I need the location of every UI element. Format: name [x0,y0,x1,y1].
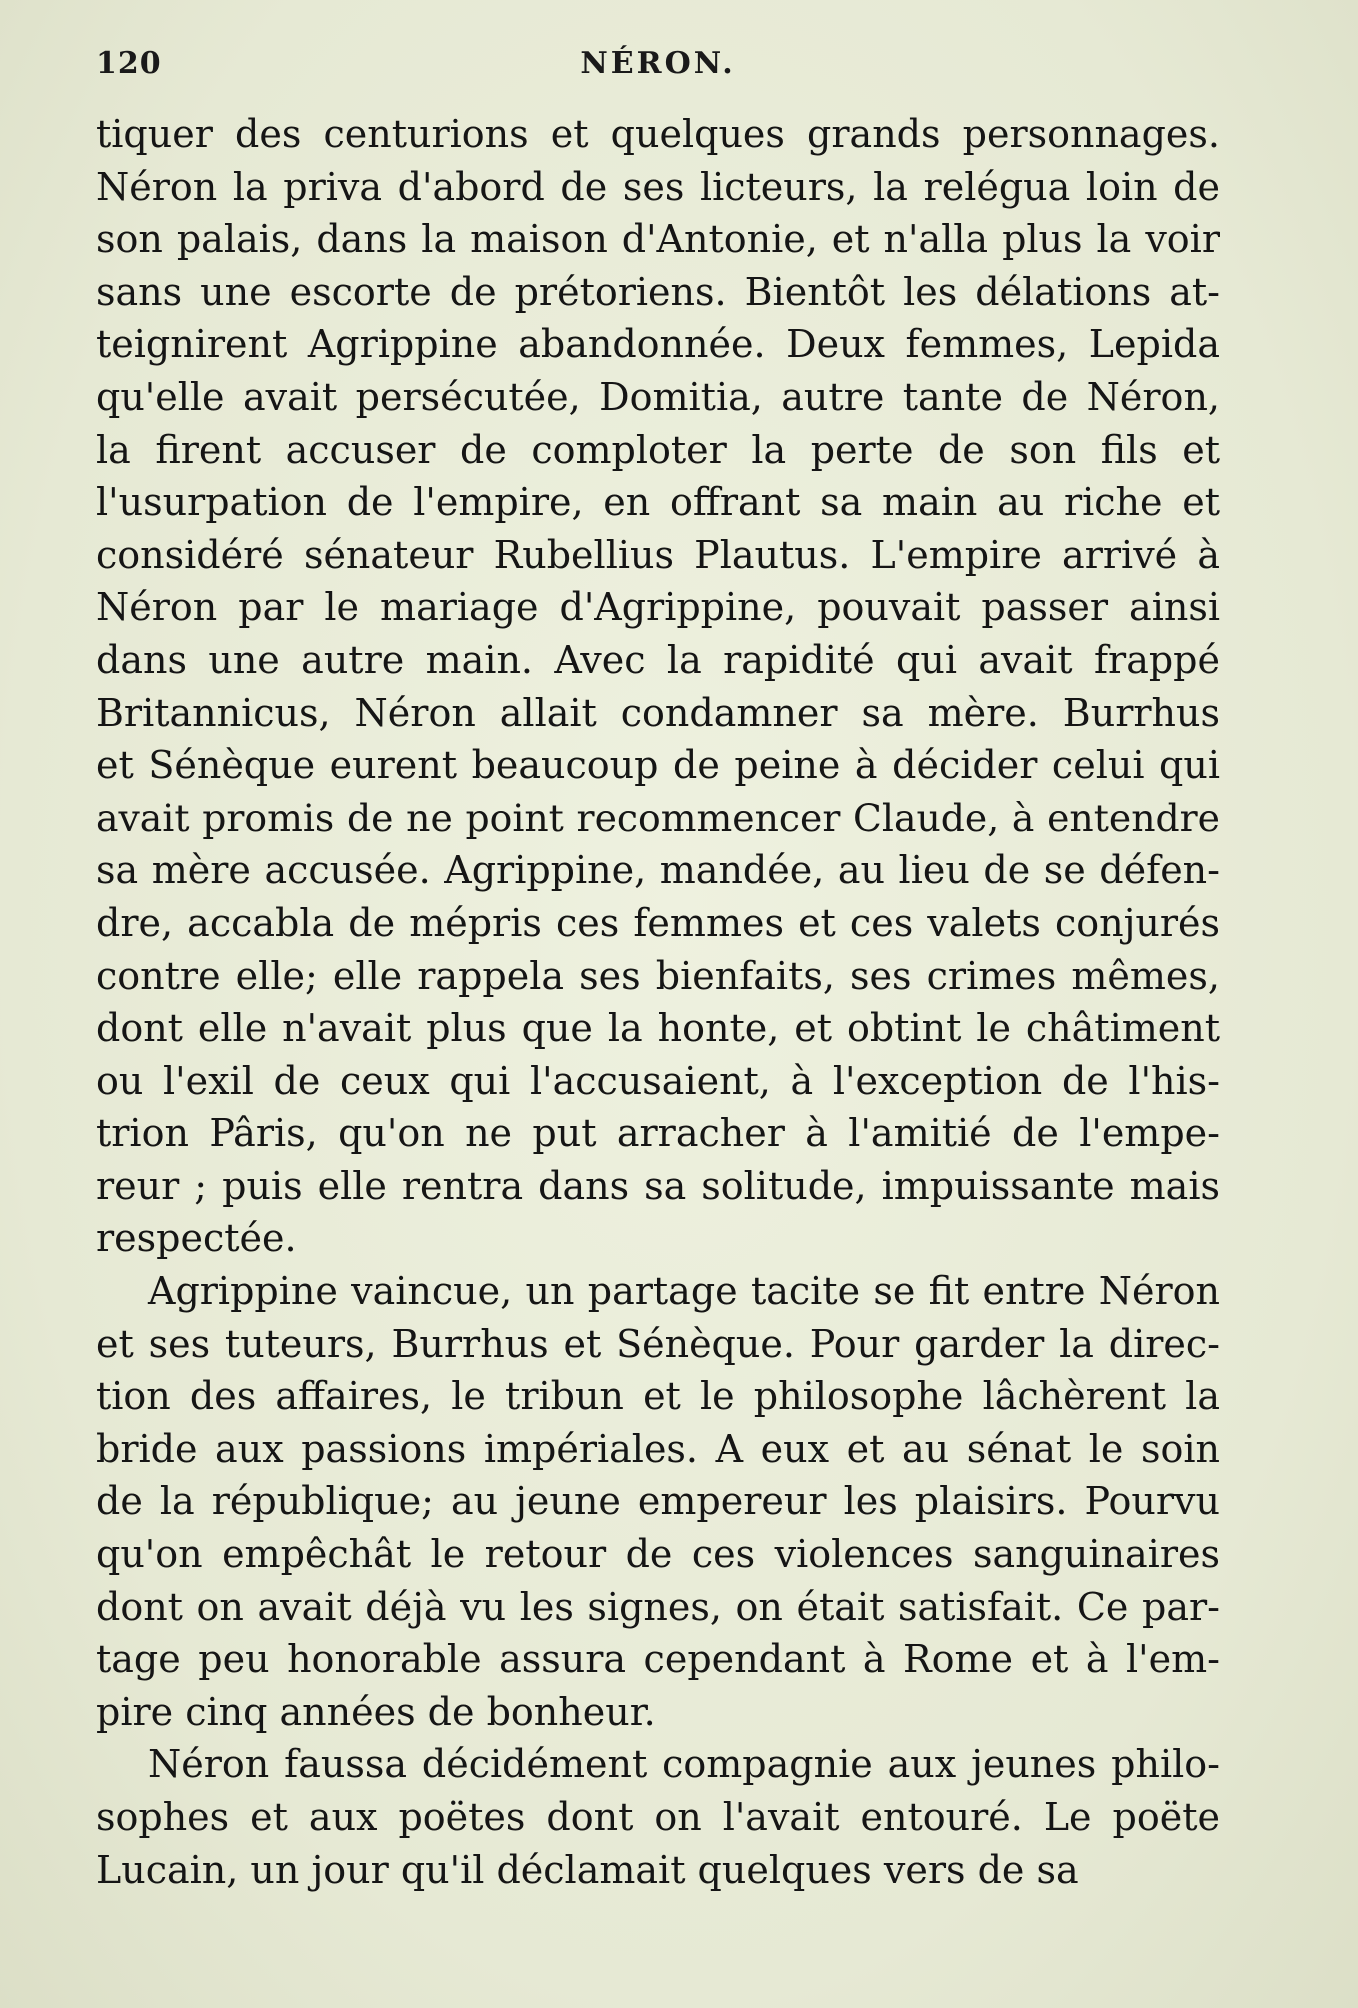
text-line: reur ; puis elle rentra dans sa solitude, impuissante mais [96,1163,1220,1208]
text-line: considéré sénateur Rubellius Plautus. L'empire arrivé à [96,532,1220,577]
text-line: Agrippine vaincue, un partage tacite se fit entre Néron [148,1269,1220,1314]
text-line: tiquer des centurions et quelques grands personnages. [96,112,1220,156]
text-line: dans une autre main. Avec la rapidité qui avait frappé [96,637,1220,682]
paragraph [96,1265,1220,1738]
text-line: ou l'exil de ceux qui l'accusaient, à l'exception de l'his- [96,1058,1220,1103]
paragraph [96,108,1220,1265]
text-line: dont elle n'avait plus que la honte, et obtint le châtiment [96,1006,1220,1051]
text-line: sophes et aux poëtes dont on l'avait entouré. Le poëte [96,1795,1220,1839]
text-line: dre, accabla de mépris ces femmes et ces valets conjurés [96,900,1220,945]
text-line: qu'elle avait persécutée, Domitia, autre tante de Néron, [96,374,1220,419]
text-line: de la république; au jeune empereur les plaisirs. Pourvu [96,1479,1220,1524]
text-line: tion des affaires, le tribun et le philosophe lâchèrent la [96,1374,1220,1419]
text-line: son palais, dans la maison d'Antonie, et n'alla plus la voir [96,217,1220,262]
text-line: la firent accuser de comploter la perte de son fils et [96,427,1220,472]
paragraph [96,1738,1220,1896]
page-number: 120 [96,46,162,81]
text-line: teignirent Agrippine abandonnée. Deux femmes, Lepida [96,322,1220,367]
text-line: pire cinq années de bonheur. [96,1689,656,1734]
text-line: qu'on empêchât le retour de ces violences sanguinaires [96,1532,1220,1577]
text-line: Britannicus, Néron allait condamner sa mère. Burrhus [96,690,1220,735]
text-line: Néron par le mariage d'Agrippine, pouvait passer ainsi [96,585,1220,630]
running-title: NÉRON. [580,46,736,81]
text-line: tage peu honorable assura cependant à Rome et à l'em- [96,1637,1220,1682]
text-line: Lucain, un jour qu'il déclamait quelques vers de sa [96,1847,1079,1892]
page-header [96,46,1220,94]
text-line: et Sénèque eurent beaucoup de peine à décider celui qui [96,743,1220,788]
text-line: Néron faussa décidément compagnie aux jeunes philo- [148,1742,1220,1787]
text-line: bride aux passions impériales. A eux et au sénat le soin [96,1426,1220,1471]
body-text [96,108,1220,1896]
text-line: et ses tuteurs, Burrhus et Sénèque. Pour garder la direc- [96,1321,1220,1366]
text-line: sans une escorte de prétoriens. Bientôt les délations at- [96,269,1220,314]
text-line: respectée. [96,1216,297,1261]
text-line: l'usurpation de l'empire, en offrant sa main au riche et [96,480,1220,525]
text-line: sa mère accusée. Agrippine, mandée, au lieu de se défen- [96,848,1220,893]
text-line: dont on avait déjà vu les signes, on était satisfait. Ce par- [96,1584,1220,1629]
text-line: trion Pâris, qu'on ne put arracher à l'amitié de l'empe- [96,1111,1220,1156]
text-line: contre elle; elle rappela ses bienfaits, ses crimes mêmes, [96,953,1220,998]
text-line: Néron la priva d'abord de ses licteurs, la relégua loin de [96,164,1220,209]
text-line: avait promis de ne point recommencer Claude, à entendre [96,795,1220,840]
